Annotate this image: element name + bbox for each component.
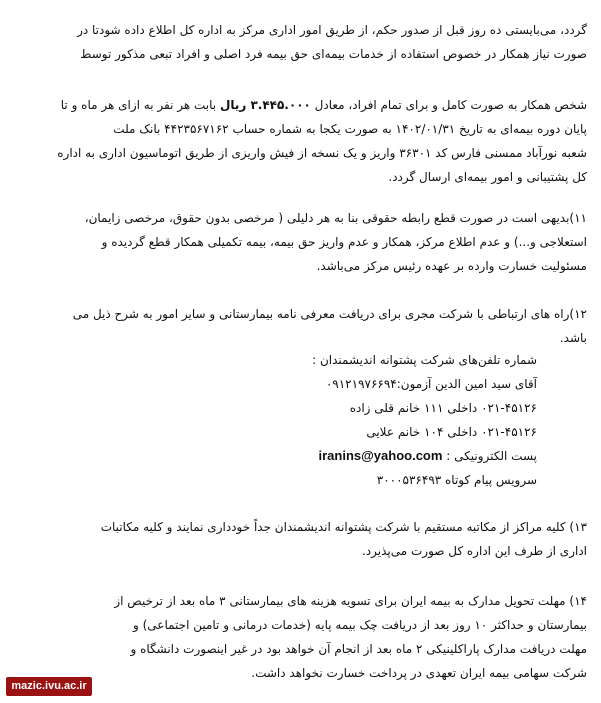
contact-email-label: پست الکترونیکی :	[442, 449, 537, 463]
contacts-block	[60, 348, 537, 492]
item-13-line-2: اداری از طرف این اداره کل صورت می‌پذیرد.	[361, 544, 587, 558]
payment-line-4: کل پشتیبانی و امور بیمه‌ای ارسال گردد.	[388, 170, 587, 184]
item-12-line-2: باشد.	[559, 331, 587, 345]
payment-paragraph	[14, 93, 587, 189]
item-11-paragraph	[14, 206, 587, 278]
item-14-paragraph	[14, 589, 587, 685]
payment-line-1-end: بابت هر نفر به ازای هر ماه و تا	[60, 98, 220, 112]
intro-line-2: صورت نیاز همکار در خصوص استفاده از خدمات بیمه‌ای حق بیمه فرد اصلی و افراد تبعی مذکور توسط	[80, 47, 587, 61]
contact-person-1: آقای سید امین الدین آزمون:۰۹۱۲۱۹۷۶۶۹۴	[325, 377, 537, 391]
item-12-line-1: ۱۲)راه های ارتباطی با شرکت مجری برای دریافت معرفی نامه بیمارستانی و سایر امور به شرح ذیل می	[72, 307, 587, 321]
contact-email-line	[60, 444, 537, 468]
payment-line-1-start: شخص همکار به صورت کامل و برای تمام افراد، معادل	[310, 98, 587, 112]
contact-person-2: ۰۲۱-۴۵۱۲۶ داخلی ۱۱۱ خانم قلی زاده	[349, 401, 537, 415]
payment-line-2: پایان دوره بیمه‌ای به تاریخ ۱۴۰۲/۰۱/۳۱ به صورت یکجا به شماره حساب ۴۴۲۳۵۶۷۱۶۲ بانک ملت	[113, 122, 587, 136]
contact-sms: سرویس پیام کوتاه ۳۰۰۰۵۳۶۴۹۳	[376, 473, 537, 487]
item-12-paragraph	[14, 302, 587, 350]
item-11-line-2: استعلاجی و...) و عدم اطلاع مرکز، همکار و عدم واریز حق بیمه، بیمه تکمیلی همکار قطع گردیده و	[101, 235, 587, 249]
intro-line-1: گردد، می‌بایستی ده روز قبل از صدور حکم، از طریق امور اداری مرکز به اداره کل اطلاع داده شودتا در	[77, 23, 587, 37]
item-11-line-3: مسئولیت خسارت وارده بر عهده رئیس مرکز می‌باشد.	[316, 259, 587, 273]
item-11-line-1: ۱۱)بدیهی است در صورت قطع رابطه حقوقی بنا به هر دلیلی ( مرخصی بدون حقوق، مرخصی زایمان،	[84, 211, 587, 225]
intro-paragraph	[14, 18, 587, 66]
payment-line-3: شعبه نورآباد ممسنی فارس کد ۳۶۳۰۱ واریز و یک نسخه از فیش واریزی از طریق اتوماسیون اداری به اداره	[57, 146, 587, 160]
contact-person-3: ۰۲۱-۴۵۱۲۶ داخلی ۱۰۴ خانم علایی	[366, 425, 537, 439]
item-14-line-3: مهلت دریافت مدارک پاراکلینیکی ۲ ماه بعد از انجام آن خواهد بود در غیر اینصورت دانشگاه و	[130, 642, 587, 656]
payment-amount: ۳.۴۴۵.۰۰۰ ریال	[219, 98, 311, 112]
item-14-line-1: ۱۴) مهلت تحویل مدارک به بیمه ایران برای تسویه هزینه های بیمارستانی ۳ ماه بعد از ترخیص از	[114, 594, 587, 608]
item-14-line-4: شرکت سهامی بیمه ایران تعهدی در پرداخت خسارت نخواهد داشت.	[251, 666, 587, 680]
item-14-line-2: بیمارستان و حداکثر ۱۰ روز بعد از دریافت چک بیمه پایه (خدمات درمانی و تامین اجتماعی) و	[132, 618, 587, 632]
contact-email-link[interactable]: iranins@yahoo.com	[318, 448, 443, 463]
site-watermark: mazic.ivu.ac.ir	[6, 677, 92, 696]
item-13-paragraph	[14, 515, 587, 563]
contacts-heading: شماره تلفن‌های شرکت پشتوانه اندیشمندان :	[312, 353, 537, 367]
item-13-line-1: ۱۳) کلیه مراکز از مکاتبه مستقیم با شرکت پشتوانه اندیشمندان جداً خودداری نمایند و کلیه مکاتبات	[100, 520, 587, 534]
payment-line-1	[14, 93, 587, 117]
